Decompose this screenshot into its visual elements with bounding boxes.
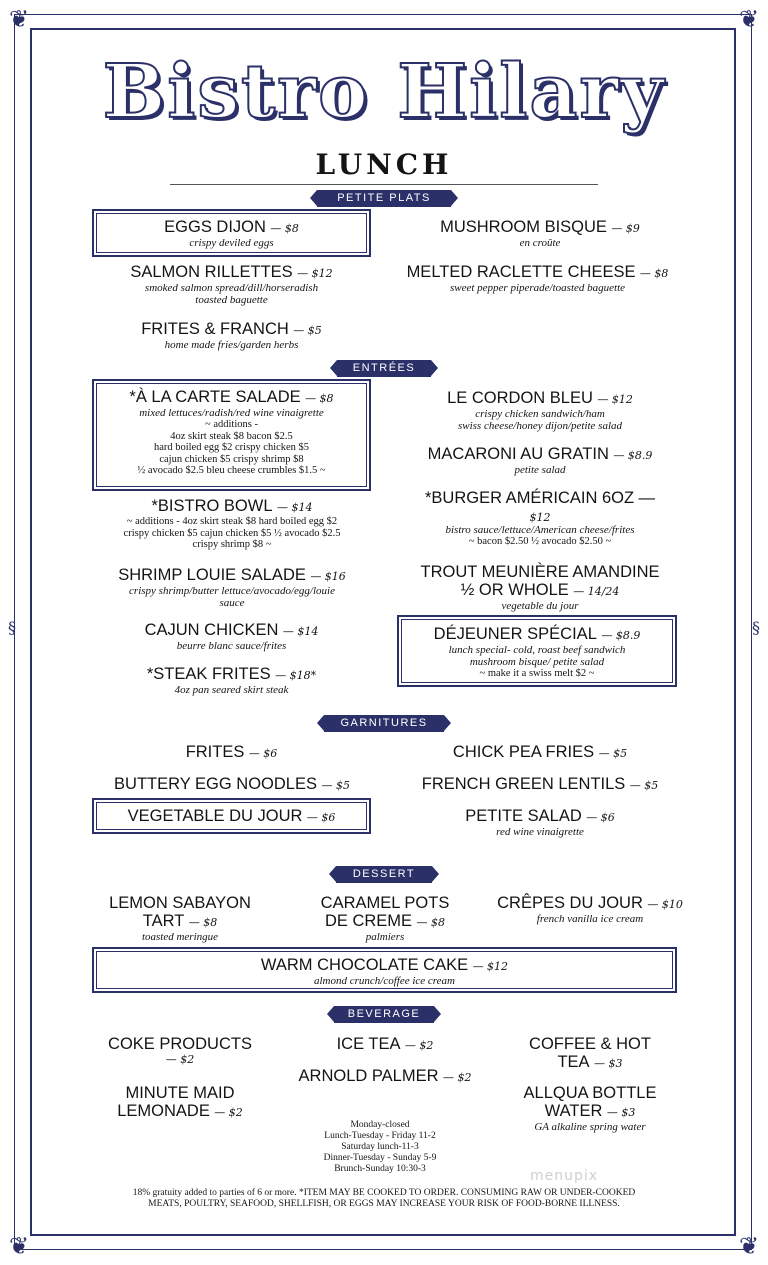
item-price: — $8 (416, 916, 446, 929)
item-name: ICE TEA (336, 1035, 401, 1053)
item-description: toasted baguette (195, 294, 268, 306)
menu-item (82, 566, 382, 609)
item-description: red wine vinaigrette (496, 826, 584, 838)
footer-line: 18% gratuity added to parties of 6 or more. *ITEM MAY BE COOKED TO ORDER. CONSUMING RAW OR UNDER-COOKED (132, 1188, 636, 1198)
item-price: — $12 (297, 267, 333, 280)
menu-item (92, 621, 371, 652)
item-price: — $6 (306, 811, 336, 824)
item-name: MINUTE MAID (125, 1084, 235, 1102)
item-description: sauce (219, 597, 245, 609)
item-price: — $14 (276, 501, 313, 514)
item-price: — $12 (472, 960, 509, 973)
item-price: — $6 (586, 811, 615, 824)
item-name: FRENCH GREEN LENTILS (421, 775, 626, 793)
menu-item (295, 894, 475, 943)
side-ornament-icon: § (752, 618, 760, 637)
item-addition: crispy chicken $5 cajun chicken $5 ½ avocado $2.5 (123, 527, 341, 539)
item-dash: — (638, 489, 655, 507)
menu-item (295, 1035, 475, 1054)
item-name: LEMON SABAYON (109, 894, 251, 912)
footer-disclaimer (100, 1188, 668, 1210)
item-name: TEA (557, 1053, 590, 1071)
item-price: — 14/24 (573, 585, 620, 598)
item-description: bistro sauce/lettuce/American cheese/frites (445, 524, 635, 536)
item-price: — $16 (310, 570, 346, 583)
side-ornament-icon: § (8, 618, 16, 637)
item-name: TROUT MEUNIÈRE AMANDINE (420, 563, 660, 581)
item-name: *BURGER AMÉRICAIN 6OZ (425, 489, 635, 507)
item-description: smoked salmon spread/dill/horseradish (144, 282, 319, 294)
item-name: ½ OR WHOLE (460, 581, 569, 599)
menu-item (92, 743, 371, 762)
menu-item (485, 894, 695, 925)
item-price: — $18* (275, 669, 317, 682)
item-description: crispy shrimp/butter lettuce/avocado/egg/louie (129, 585, 335, 597)
item-price: — $14 (282, 625, 319, 638)
item-addition: 4oz skirt steak $8 bacon $2.5 (170, 430, 293, 442)
menu-item (285, 1067, 485, 1086)
item-description: beurre blanc sauce/frites (176, 640, 287, 652)
opening-hours (300, 1120, 460, 1175)
item-name: BUTTERY EGG NOODLES (114, 775, 317, 793)
item-name: DÉJEUNER SPÉCIAL (433, 625, 597, 643)
item-price: — $5 (293, 324, 322, 337)
item-name: CHICK PEA FRIES (452, 743, 595, 761)
watermark: menupix (530, 1168, 599, 1184)
item-price: — $2 (442, 1071, 472, 1084)
menu-item (395, 389, 685, 432)
item-name: PETITE SALAD (465, 807, 582, 825)
divider (170, 184, 598, 185)
item-name: LE CORDON BLEU (447, 389, 593, 407)
item-description: 4oz pan seared skirt steak (174, 684, 289, 696)
item-name: WATER (544, 1102, 603, 1120)
item-price: — $5 (321, 779, 350, 792)
item-addition: ~ make it a swiss melt $2 ~ (479, 668, 595, 679)
menu-item (82, 497, 382, 551)
item-addition: ~ bacon $2.50 ½ avocado $2.50 ~ (468, 536, 612, 547)
item-price: — $2 (165, 1053, 195, 1066)
corner-ornament-icon: ❦ (8, 5, 30, 33)
menu-item (92, 388, 371, 477)
item-name: SHRIMP LOUIE SALADE (118, 566, 306, 584)
item-price: — $8 (305, 392, 334, 405)
menu-item (395, 218, 685, 249)
item-description: palmiers (365, 931, 405, 943)
item-description: crispy deviled eggs (189, 237, 274, 249)
item-price: — $8 (270, 222, 299, 235)
item-name: COKE PRODUCTS (108, 1035, 252, 1053)
item-addition: ~ additions - (205, 419, 258, 430)
menu-item (495, 1035, 685, 1072)
item-description: en croûte (519, 237, 561, 249)
corner-ornament-icon: ❦ (738, 1232, 760, 1260)
item-name: *STEAK FRITES (146, 665, 271, 683)
item-name: *À LA CARTE SALADE (129, 388, 301, 406)
item-name: DE CREME (324, 912, 413, 930)
item-name: WARM CHOCOLATE CAKE (260, 956, 469, 974)
item-description: GA alkaline spring water (534, 1121, 646, 1133)
corner-ornament-icon: ❦ (8, 1232, 30, 1260)
hours-line: Brunch-Sunday 10:30-3 (334, 1164, 426, 1174)
item-name: EGGS DIJON (164, 218, 266, 236)
item-description: vegetable du jour (501, 600, 579, 612)
menu-item (92, 956, 677, 987)
item-description: toasted meringue (141, 931, 219, 943)
item-addition: crispy shrimp $8 ~ (192, 539, 272, 550)
item-name: ALLQUA BOTTLE (523, 1084, 657, 1102)
section-banner-beverage: BEVERAGE (334, 1006, 434, 1023)
item-price: — $6 (248, 747, 278, 760)
menu-item (495, 1084, 685, 1133)
item-price: — $9 (611, 222, 640, 235)
menu-item (395, 807, 685, 838)
menu-title: LUNCH (315, 148, 453, 181)
item-description: mushroom bisque/ petite salad (469, 656, 605, 668)
menu-item (395, 445, 685, 476)
menu-item (92, 665, 371, 696)
item-name: FRITES & FRANCH (141, 320, 289, 338)
item-name: CARAMEL POTS (320, 894, 450, 912)
menu-item (92, 263, 371, 306)
item-addition: ½ avocado $2.5 bleu cheese crumbles $1.5 ~ (137, 465, 326, 476)
item-name: CRÊPES DU JOUR (497, 894, 643, 912)
restaurant-title: Bistro Hilary (102, 49, 666, 135)
menu-item (390, 563, 690, 612)
item-price: — $8.9 (601, 629, 641, 642)
item-addition: cajun chicken $5 crispy shrimp $8 (159, 453, 304, 465)
item-addition: ~ additions - 4oz skirt steak $8 hard boiled egg $2 (126, 516, 338, 527)
item-name: ARNOLD PALMER (298, 1067, 439, 1085)
corner-ornament-icon: ❦ (738, 5, 760, 33)
item-description: mixed lettuces/radish/red wine vinaigrette (139, 407, 324, 419)
item-description: petite salad (514, 464, 566, 476)
item-name: MACARONI AU GRATIN (427, 445, 609, 463)
item-description: home made fries/garden herbs (164, 339, 299, 351)
item-name: COFFEE & HOT (529, 1035, 651, 1053)
item-price: — $5 (598, 747, 628, 760)
item-price: — $8 (188, 916, 218, 929)
item-name: MELTED RACLETTE CHEESE (406, 263, 636, 281)
menu-item (92, 218, 371, 249)
menu-item (90, 1035, 270, 1066)
item-price: — $3 (594, 1057, 623, 1070)
footer-line: MEATS, POULTRY, SEAFOOD, SHELLFISH, OR EGGS MAY INCREASE YOUR RISK OF FOOD-BORNE ILLNESS. (148, 1199, 620, 1209)
hours-line: Lunch-Tuesday - Friday 11-2 (324, 1131, 436, 1141)
item-name: SALMON RILLETTES (130, 263, 293, 281)
menu-item (395, 743, 685, 762)
item-description: french vanilla ice cream (536, 913, 644, 925)
menu-item (92, 807, 371, 826)
item-price: $12 (529, 511, 551, 524)
menu-item (92, 320, 371, 351)
menu-item (90, 894, 270, 943)
section-banner-dessert: DESSERT (336, 866, 432, 883)
item-price: — $10 (647, 898, 683, 911)
item-name: LEMONADE (117, 1102, 210, 1120)
item-description: swiss cheese/honey dijon/petite salad (457, 420, 623, 432)
item-price: — $8.9 (613, 449, 653, 462)
item-name: TART (142, 912, 185, 930)
section-banner-entrees: ENTRÉES (337, 360, 431, 377)
menu-item (90, 1084, 270, 1121)
item-name: VEGETABLE DU JOUR (127, 807, 303, 825)
item-price: — $2 (214, 1106, 243, 1119)
hours-line: Saturday lunch-11-3 (341, 1142, 419, 1152)
item-name: CAJUN CHICKEN (144, 621, 279, 639)
section-banner-garnitures: GARNITURES (324, 715, 444, 732)
section-banner-petite-plats: PETITE PLATS (317, 190, 451, 207)
item-price: — $3 (606, 1106, 636, 1119)
menu-item (390, 775, 690, 794)
item-description: almond crunch/coffee ice cream (313, 975, 455, 987)
item-price: — $5 (629, 779, 659, 792)
item-name: FRITES (185, 743, 245, 761)
item-addition: hard boiled egg $2 crispy chicken $5 (153, 442, 310, 453)
item-name: *BISTRO BOWL (151, 497, 273, 515)
hours-line: Monday-closed (350, 1120, 410, 1130)
menu-item (397, 625, 677, 680)
item-description: crispy chicken sandwich/ham (475, 408, 605, 420)
menu-item (390, 489, 690, 548)
item-price: — $8 (639, 267, 669, 280)
hours-line: Dinner-Tuesday - Sunday 5-9 (323, 1153, 437, 1163)
item-description: lunch special- cold, roast beef sandwich (448, 644, 626, 656)
item-price: — $2 (404, 1039, 434, 1052)
item-description: sweet pepper piperade/toasted baguette (449, 282, 626, 294)
item-name: MUSHROOM BISQUE (440, 218, 607, 236)
item-price: — $12 (597, 393, 633, 406)
menu-item (82, 775, 382, 794)
menu-item (385, 263, 690, 294)
